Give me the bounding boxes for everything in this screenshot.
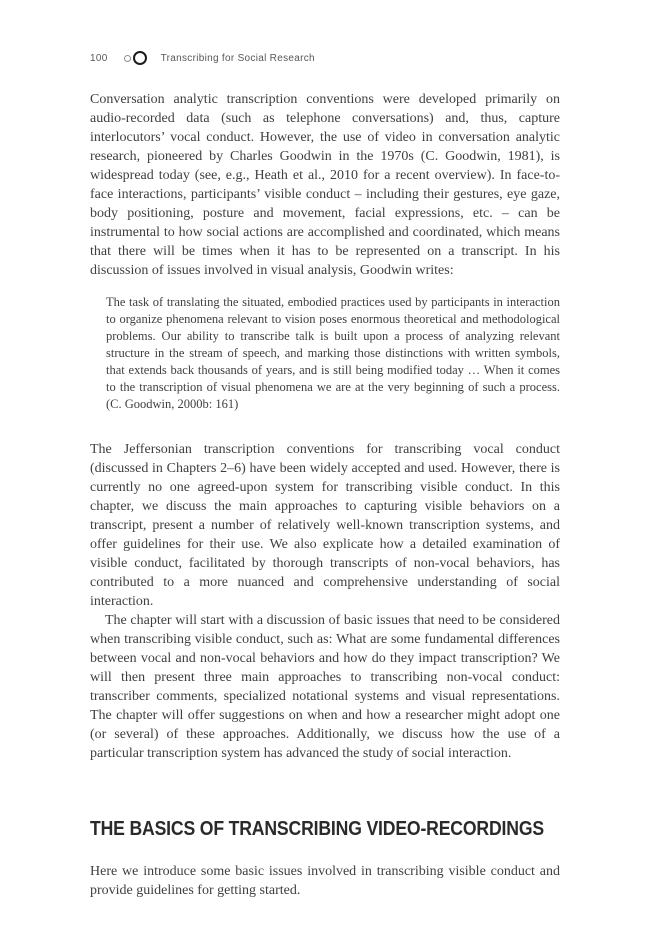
- running-header: [90, 51, 560, 65]
- publisher-logo-icon: [124, 51, 147, 65]
- paragraph-intro: Conversation analytic transcription conventions were developed primarily on audio-recorded data (such as telephone conversations) and, thus, capture interlocutors’ vocal conduct. However, the use of video in conversation analytic research, pioneered by Charles Goodwin in the 1970s (C. Goodwin, 1981), is widespread today (see, e.g., Heath et al., 2010 for a recent overview). In face-to-face interactions, participants’ visible conduct – including their gestures, eye gaze, body positioning, posture and movement, facial expressions, etc. – can be instrumental to how social actions are accomplished and coordinated, which means that there will be times when it has to be represented on a transcript. In his discussion of issues involved in visual analysis, Goodwin writes:: [90, 92, 560, 278]
- paragraph-chapter-overview: The chapter will start with a discussion of basic issues that need to be considered when transcribing visible conduct, such as: What are some fundamental differences between vocal and non-vocal behaviors and how do they impact transcription? We will then present three main approaches to transcribing non-vocal conduct: transcriber comments, specialized notational systems and visual representations. The chapter will offer suggestions on when and how a researcher might adopt one (or several) of these approaches. Additionally, we discuss how the use of a particular transcription system has advanced the study of social interaction.: [90, 613, 560, 761]
- small-circle-icon: [124, 55, 131, 62]
- page-content: [90, 90, 560, 900]
- section-heading: THE BASICS OF TRANSCRIBING VIDEO-RECORDINGS: [90, 817, 544, 840]
- paragraph-jeffersonian: The Jeffersonian transcription conventions for transcribing vocal conduct (discussed in Chapters 2–6) have been widely accepted and used. However, there is currently no one agreed-upon system for transcribing visible conduct. In this chapter, we discuss the main approaches to capturing visible behaviors on a transcript, present a number of relatively well-known transcription systems, and offer guidelines for their use. We also explicate how a detailed examination of visible conduct, facilitated by thorough transcripts of non-vocal behaviors, has contributed to a more nuanced and comprehensive understanding of social interaction.: [90, 442, 560, 609]
- large-circle-icon: [133, 51, 147, 65]
- page-number: 100: [90, 52, 108, 64]
- paragraph-basics-intro: Here we introduce some basic issues involved in transcribing visible conduct and provide guidelines for getting started.: [90, 864, 560, 898]
- block-quote-goodwin: The task of translating the situated, embodied practices used by participants in interaction to organize phenomena relevant to vision poses enormous theoretical and methodological problems. Our ability to transcribe talk is built upon a process of analyzing relevant structure in the stream of speech, and marking those distinctions with written symbols, that extends back thousands of years, and is still being modified today … When it comes to the transcription of visual phenomena we are at the very beginning of such a process. (C. Goodwin, 2000b: 161): [106, 295, 560, 411]
- running-title: Transcribing for Social Research: [160, 52, 315, 64]
